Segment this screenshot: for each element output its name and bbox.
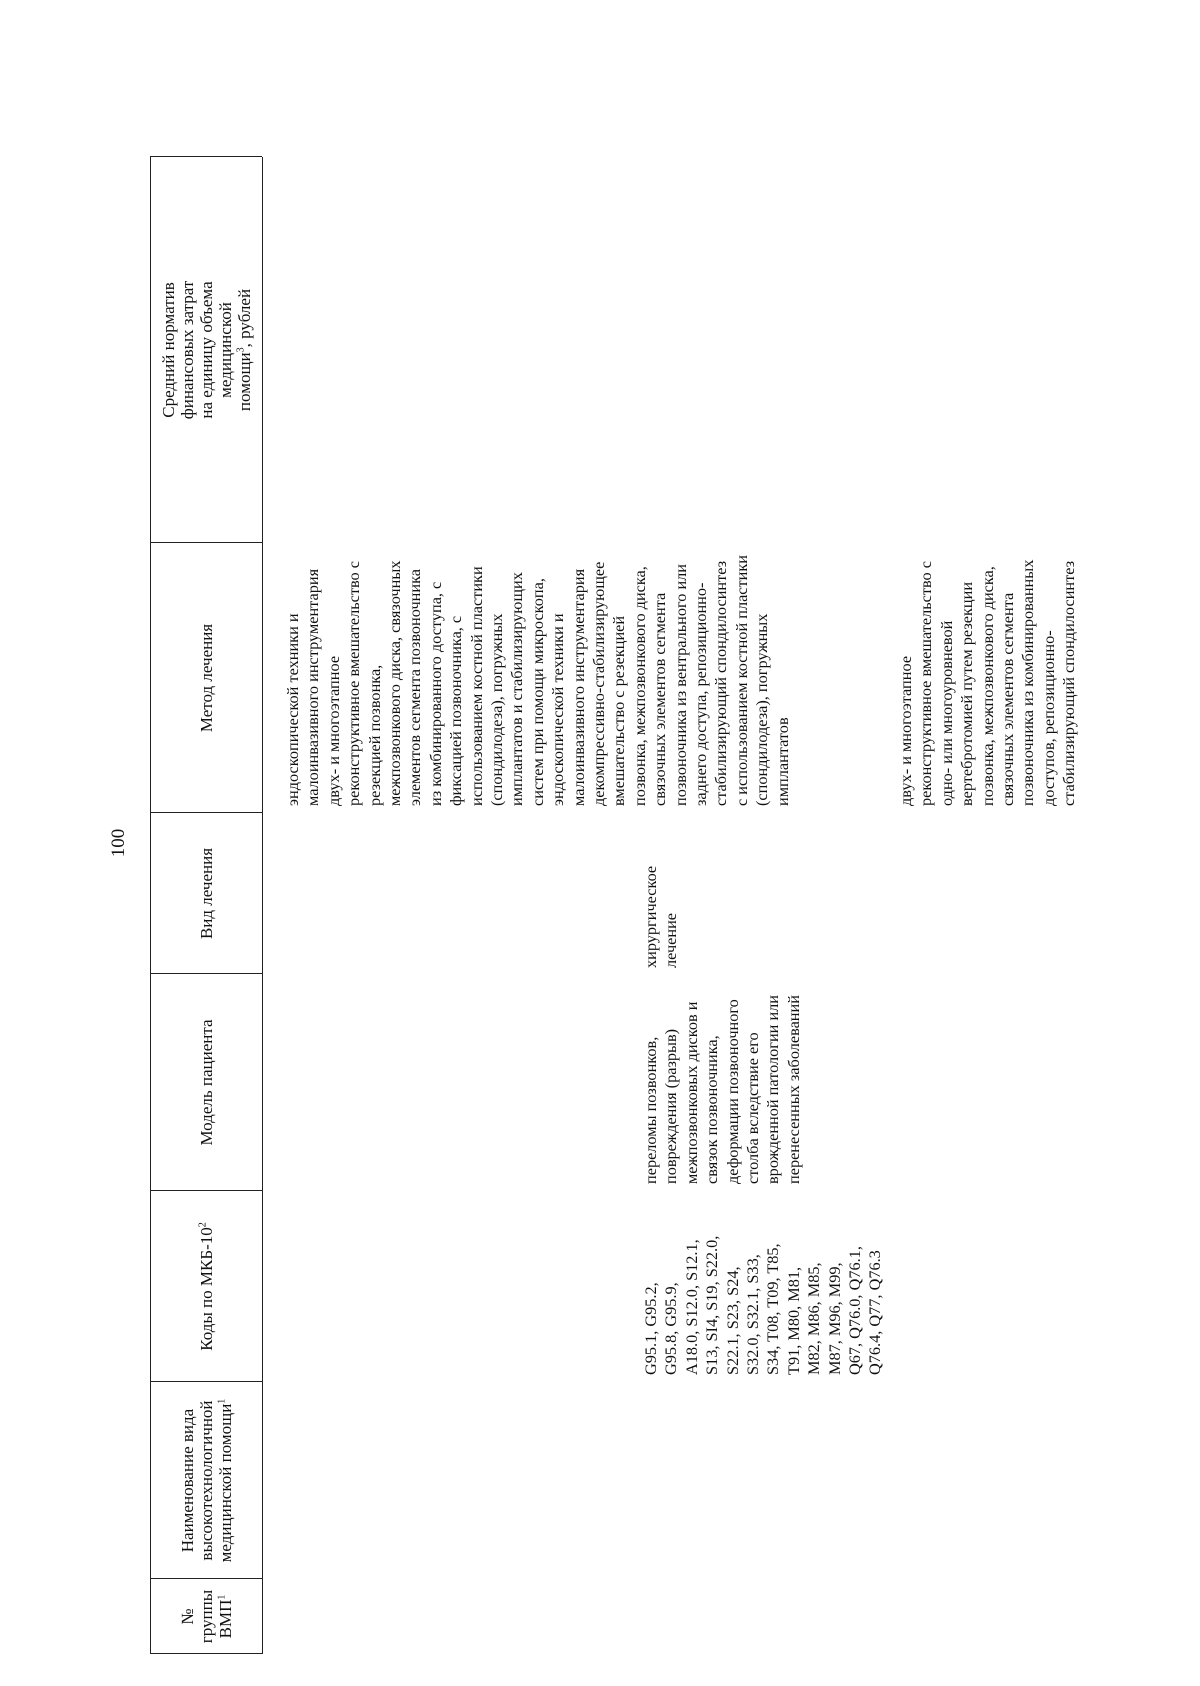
header-group-no-text: № группы ВМП$^1$ [177,1589,235,1644]
header-treatment-type [150,813,262,974]
treatment-type-cell: хирургическое лечение [641,865,681,968]
continued-method-cell: эндоскопической техники и малоинвазивного инструментария двух- и многоэтапное реконструктивное вмешательство с резекцией позвонка, межпозвонкового диска, связочных элементов сегмента позвоночника из комбинированного доступа, с фиксацией позвоночника, с использованием костной пластики (спондилодеза), погружных имплантатов и стабилизирующих систем при помощи микроскопа, эндоскопической техники и малоинвазивного инструментария [283,560,588,806]
table-header-bottom-border [262,157,263,1654]
header-treatment-method-text: Метод лечения [196,623,216,733]
page-number: 100 [108,828,129,858]
header-patient-model-text: Модель пациента [196,1019,216,1146]
header-treatment-type-text: Вид лечения [196,847,216,940]
header-vmp-name-text: Наименование вида высокотехнологичной медицинской помощи$^1$ [177,1398,235,1563]
method-cell-1: декомпрессивно-стабилизирующее вмешательство с резекцией позвонка, межпозвонкового диска, связочных элементов сегмента позвоночника из вентрального или заднего доступа, репозиционно- стабилизирующий спондилосинтез с использованием костной пластики (спондилодеза), погружных имплантатов [589,555,792,806]
header-cost-text: Средний норматив финансовых затрат на единицу объема медицинской помощи$^3$, рублей [158,280,254,420]
header-cost [150,157,262,543]
header-icd-codes-text: Коды по МКБ-$10^2$ [196,1222,216,1351]
header-icd-codes [150,1191,262,1382]
icd-codes-cell: G95.1, G95.2, G95.8, G95.9, A18.0, S12.0, S12.1, S13, SI4, S19, S22.0, S22.1, S23, S24, S32.0, S32.1, S33, S34, T08, T09, T85, T91, M80, M81, M82, M86, M85, M87, M96, M99, Q67, Q76.0, Q76.1, Q76.4, Q77, Q76.3 [641,1235,885,1375]
patient-model-cell: переломы позвонков, повреждения (разрыв) межпозвонковых дисков и связок позвоночника, деформации позвоночного столба вследствие его врожденной патологии или перенесенных заболеваний [641,994,803,1184]
header-patient-model [150,974,262,1191]
method-cell-2: двух- и многоэтапное реконструктивное вмешательство с одно- или многоуровневой вертебротомией путем резекции позвонка, межпозвонкового диска, связочных элементов сегмента позвоночника из комбинированных доступов, репозиционно- стабилизирующий спондилосинтез [896,559,1079,806]
header-group-no [150,1579,262,1654]
header-vmp-name [150,1382,262,1579]
header-treatment-method [150,543,262,813]
